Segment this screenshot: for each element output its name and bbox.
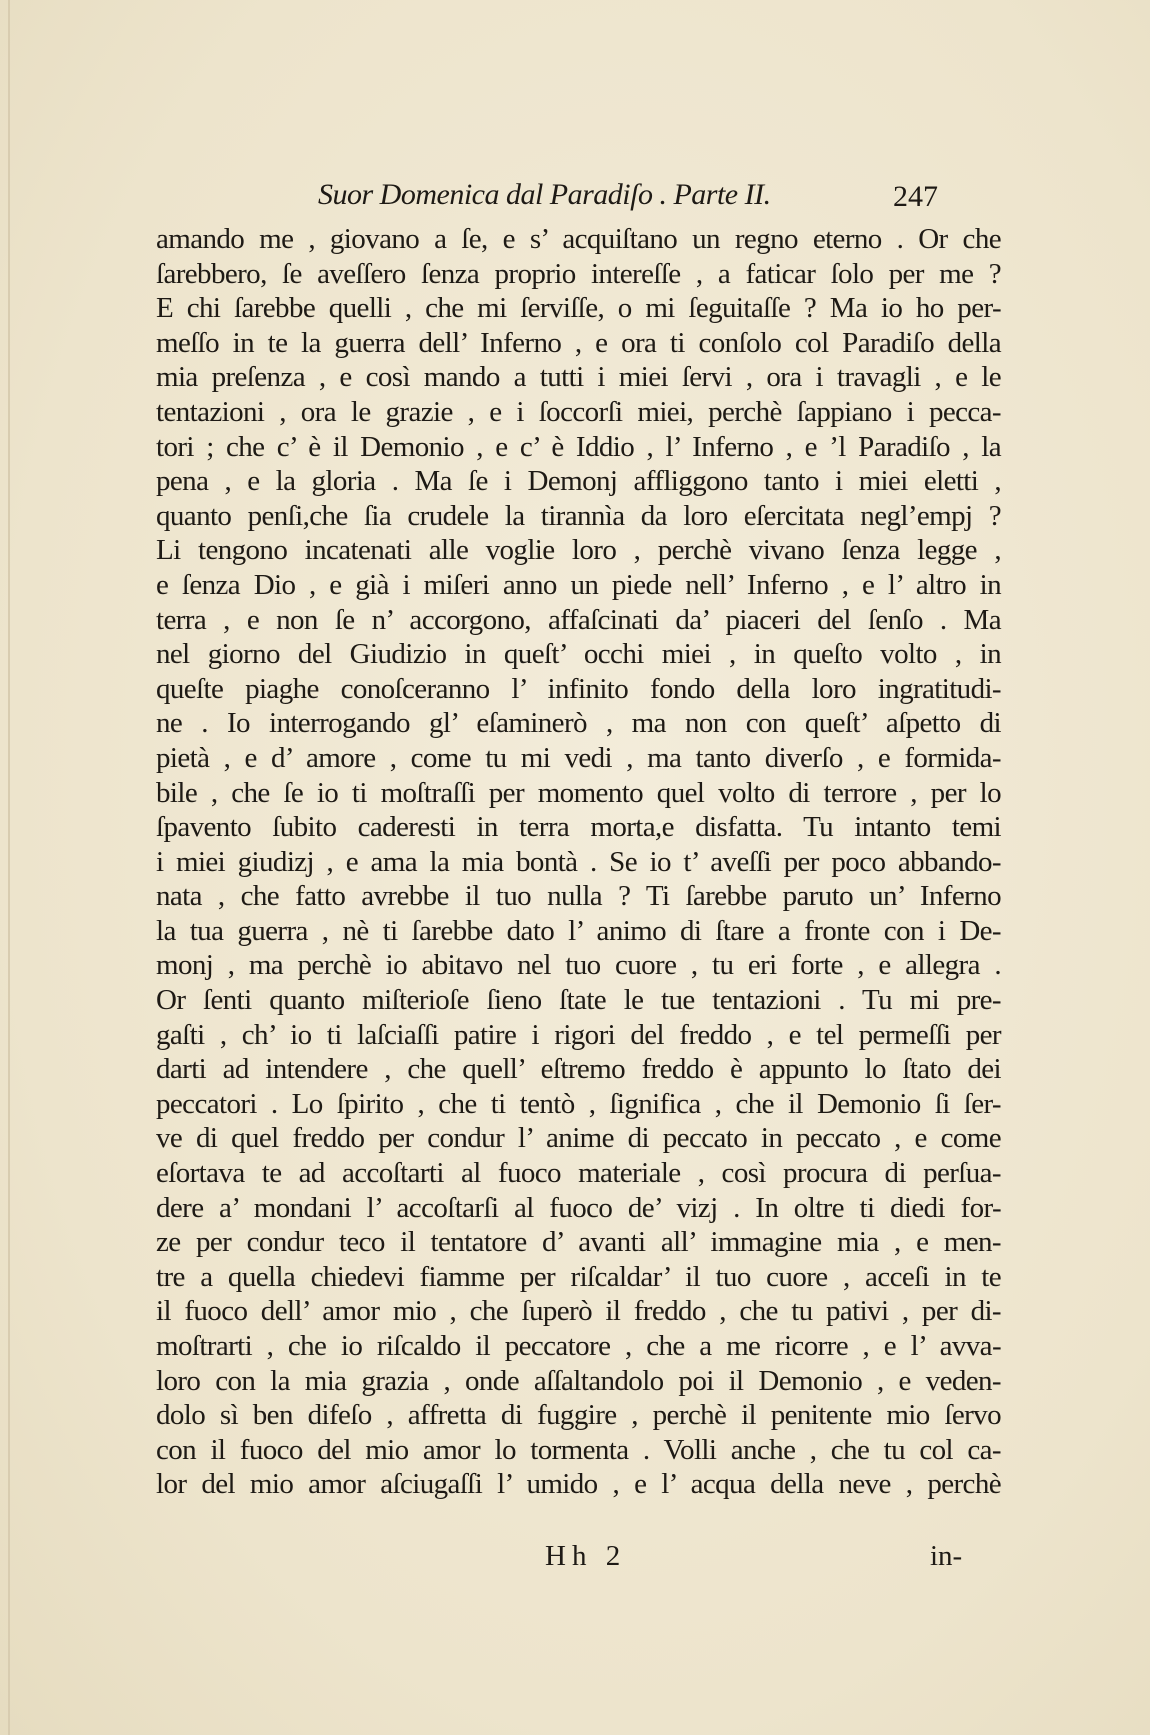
text-line: dere a’ mondani l’ accoſtarſi al fuoco de’ vizj . In oltre ti diedi for- xyxy=(156,1191,1001,1224)
text-line: Or ſenti quanto miſterioſe ſieno ſtate le tue tentazioni . Tu mi pre- xyxy=(156,984,1001,1017)
text-line: ze per condur teco il tentatore d’ avanti all’ immagine mia , e men- xyxy=(156,1226,1001,1259)
text-line: amando me , giovano a ſe, e s’ acquiſtano un regno eterno . Or che xyxy=(156,223,1001,255)
text-line: i miei giudizj , e ama la mia bontà . Se io t’ aveſſi per poco abbando- xyxy=(156,845,1001,878)
text-line: ſarebbero, ſe aveſſero ſenza proprio intereſſe , a faticar ſolo per me ? xyxy=(156,257,1001,290)
page-header xyxy=(158,178,938,218)
text-line: meſſo in te la guerra dell’ Inferno , e ora ti conſolo col Paradiſo della xyxy=(156,326,1001,359)
text-line: e ſenza Dio , e già i miſeri anno un piede nell’ Inferno , e l’ altro in xyxy=(156,568,1001,601)
signature-mark: Hh 2 xyxy=(545,1540,627,1572)
text-line: con il fuoco del mio amor lo tormenta . Volli anche , che tu col ca- xyxy=(156,1433,1001,1466)
body-text xyxy=(156,222,1001,1502)
text-line: tentazioni , ora le grazie , e i ſoccorſi miei, perchè ſappiano i pecca- xyxy=(156,395,1001,428)
page-footer xyxy=(0,1540,1150,1580)
text-line: dolo sì ben difeſo , affretta di fuggire , perchè il penitente mio ſervo xyxy=(156,1399,1001,1432)
text-line: pietà , e d’ amore , come tu mi vedi , ma tanto diverſo , e formida- xyxy=(156,741,1001,774)
text-line: il fuoco dell’ amor mio , che ſuperò il freddo , che tu pativi , per di- xyxy=(156,1295,1001,1328)
running-title: Suor Domenica dal Paradiſo . Parte II. xyxy=(318,178,771,211)
page-edge-shadow xyxy=(8,0,10,1735)
page-number: 247 xyxy=(893,180,938,213)
text-line: mia preſenza , e così mando a tutti i miei ſervi , ora i travagli , e le xyxy=(156,361,1001,394)
text-line: quanto penſi,che ſia crudele la tirannìa da loro eſercitata negl’empj ? xyxy=(156,499,1001,532)
text-line: lor del mio amor aſciugaſſi l’ umido , e l’ acqua della neve , perchè xyxy=(156,1468,1001,1501)
text-line: monj , ma perchè io abitavo nel tuo cuore , tu eri forte , e allegra . xyxy=(156,949,1001,982)
text-line: tre a quella chiedevi fiamme per riſcaldar’ il tuo cuore , acceſi in te xyxy=(156,1260,1001,1293)
text-line: la tua guerra , nè ti ſarebbe dato l’ animo di ſtare a fronte con i De- xyxy=(156,914,1001,947)
text-line: pena , e la gloria . Ma ſe i Demonj affliggono tanto i miei eletti , xyxy=(156,465,1001,498)
text-line: tori ; che c’ è il Demonio , e c’ è Iddio , l’ Inferno , e ’l Paradiſo , la xyxy=(156,430,1001,463)
text-line: gaſti , ch’ io ti laſciaſſi patire i rigori del freddo , e tel permeſſi per xyxy=(156,1018,1001,1051)
text-line: nel giorno del Giudizio in queſt’ occhi miei , in queſto volto , in xyxy=(156,638,1001,671)
text-line: E chi ſarebbe quelli , che mi ſerviſſe, o mi ſeguitaſſe ? Ma io ho per- xyxy=(156,292,1001,325)
text-line: terra , e non ſe n’ accorgono, affaſcinati da’ piaceri del ſenſo . Ma xyxy=(156,603,1001,636)
text-line: loro con la mia grazia , onde aſſaltandolo poi il Demonio , e veden- xyxy=(156,1364,1001,1397)
text-line: ve di quel freddo per condur l’ anime di peccato in peccato , e come xyxy=(156,1122,1001,1155)
text-line: eſortava te ad accoſtarti al fuoco materiale , così procura di perſua- xyxy=(156,1157,1001,1190)
text-line: bile , che ſe io ti moſtraſſi per momento quel volto di terrore , per lo xyxy=(156,776,1001,809)
text-line: Li tengono incatenati alle voglie loro , perchè vivano ſenza legge , xyxy=(156,534,1001,567)
text-line: moſtrarti , che io riſcaldo il peccatore , che a me ricorre , e l’ avva- xyxy=(156,1330,1001,1362)
text-line: queſte piaghe conoſceranno l’ infinito fondo della loro ingratitudi- xyxy=(156,672,1001,705)
text-line: nata , che fatto avrebbe il tuo nulla ? Ti ſarebbe paruto un’ Inferno xyxy=(156,880,1001,913)
catchword: in- xyxy=(930,1540,963,1572)
text-line: ſpavento ſubito caderesti in terra morta,e disfatta. Tu intanto temi xyxy=(156,811,1001,844)
text-line: darti ad intendere , che quell’ eſtremo freddo è appunto lo ſtato dei xyxy=(156,1053,1001,1086)
text-line: ne . Io interrogando gl’ eſaminerò , ma non con queſt’ aſpetto di xyxy=(156,707,1001,740)
text-line: peccatori . Lo ſpirito , che ti tentò , ſignifica , che il Demonio ſi ſer- xyxy=(156,1087,1001,1120)
